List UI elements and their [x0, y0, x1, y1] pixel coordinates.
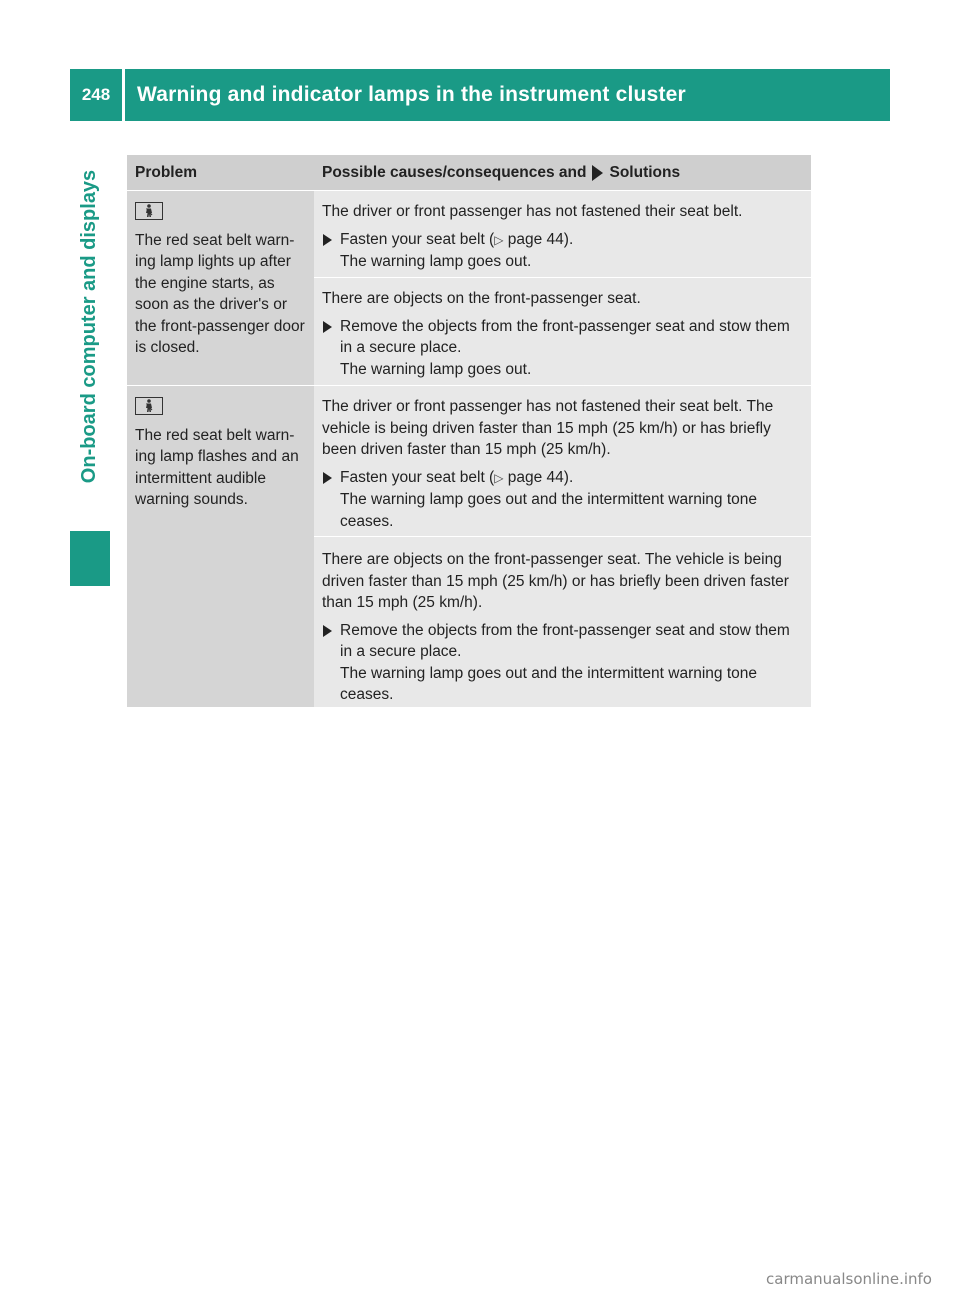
column-header-solutions [314, 162, 811, 184]
arrow-right-icon [592, 165, 603, 181]
side-tab-marker [70, 531, 110, 586]
step-arrow-icon [323, 472, 332, 484]
problem-text: The red seat belt warn-ing lamp lights up after the engine starts, as soon as the driver's or the front-passenger door is closed. [135, 231, 305, 356]
step-arrow-icon [323, 321, 332, 333]
seat-belt-warning-icon [135, 202, 163, 220]
solutions-cell [314, 191, 811, 385]
solution-block [314, 277, 811, 385]
step-arrow-icon [323, 625, 332, 637]
side-tab-label: On-board computer and displays [78, 169, 101, 483]
solution-step [322, 467, 803, 533]
page-ref-icon: ▷ [494, 232, 504, 247]
page-title: Warning and indicator lamps in the instrument cluster [137, 83, 686, 106]
step-text: Remove the objects from the front-passenger seat and stow them in a secure place. [340, 621, 790, 660]
solution-step [322, 620, 803, 706]
result-text: The warning lamp goes out and the intermittent warning tone ceases. [340, 664, 758, 703]
column-header-problem: Problem [135, 163, 198, 181]
column-header-solutions-label: Solutions [609, 163, 681, 181]
solution-block [314, 536, 811, 707]
table-row [127, 385, 811, 707]
problem-cell [127, 386, 314, 707]
solution-step [322, 316, 803, 381]
page-ref-icon: ▷ [494, 470, 504, 485]
column-header-solutions-text: Possible causes/consequences and [322, 163, 587, 181]
warning-lamp-table [127, 155, 811, 707]
solution-block [314, 386, 811, 536]
table-row [127, 190, 811, 385]
table-header-row [127, 155, 811, 190]
step-arrow-icon [323, 234, 332, 246]
problem-text: The red seat belt warn-ing lamp flashes and an intermittent audible warning sounds. [135, 426, 299, 508]
cause-text: The driver or front passenger has not fastened their seat belt. [322, 203, 743, 220]
cause-text: There are objects on the front-passenger seat. [322, 290, 641, 307]
seat-belt-warning-icon [135, 397, 163, 415]
cause-text: The driver or front passenger has not fastened their seat belt. The vehicle is being driven faster than 15 mph (25 km/h) or has briefly been driven faster than 15 mph (25 km/h). [322, 398, 774, 458]
page-reference-link[interactable]: page 44). [507, 230, 574, 248]
solutions-cell [314, 386, 811, 707]
result-text: The warning lamp goes out. [340, 360, 532, 378]
page-number: 248 [70, 69, 125, 121]
page-reference-link[interactable]: page 44). [507, 468, 574, 486]
side-tab [70, 121, 110, 531]
step-text: Fasten your seat belt ( [340, 468, 495, 486]
step-text: Fasten your seat belt ( [340, 230, 495, 248]
watermark: carmanualsonline.info [766, 1270, 932, 1288]
problem-cell [127, 191, 314, 385]
page-header [70, 69, 890, 121]
solution-block [314, 191, 811, 277]
cause-text: There are objects on the front-passenger seat. The vehicle is being driven faster than 15 mph (25 km/h) or has briefly been driven faster than 15 mph (25 km/h). [322, 551, 789, 611]
result-text: The warning lamp goes out and the intermittent warning tone ceases. [340, 491, 758, 530]
result-text: The warning lamp goes out. [340, 253, 532, 270]
step-text: Remove the objects from the front-passenger seat and stow them in a secure place. [340, 317, 790, 356]
solution-step [322, 229, 803, 273]
